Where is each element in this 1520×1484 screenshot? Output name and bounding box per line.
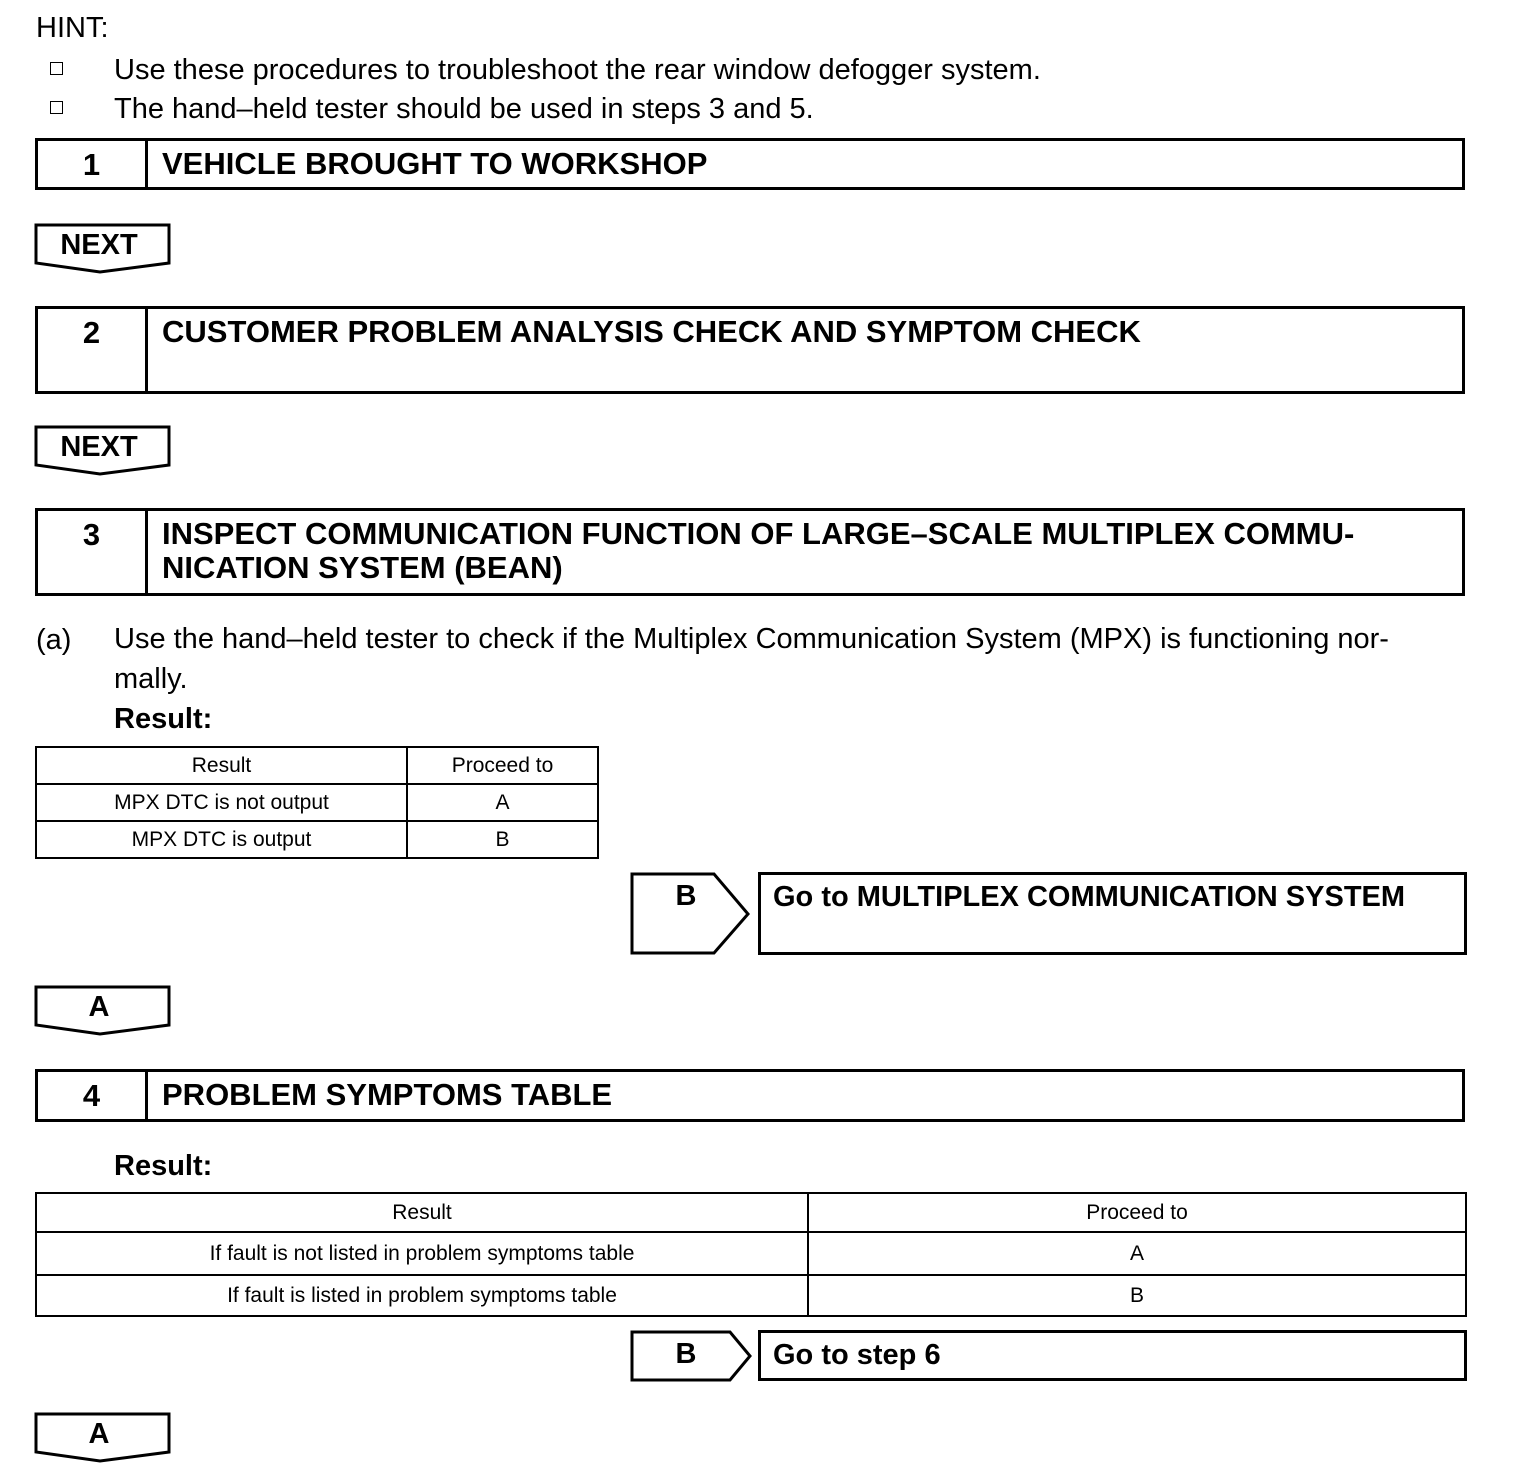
table-cell: A: [808, 1232, 1466, 1275]
table-header-cell: Proceed to: [407, 747, 598, 784]
sub-step-text: [114, 619, 1474, 699]
step-title: PROBLEM SYMPTOMS TABLE: [162, 1077, 613, 1112]
sub-step-text-line: Use the hand–held tester to check if the Multiplex Communication System (MPX) is functioning nor-: [114, 623, 1389, 655]
step-title: VEHICLE BROUGHT TO WORKSHOP: [162, 146, 708, 181]
bullet-square-icon: [50, 101, 63, 114]
step-2-header: [35, 306, 1465, 394]
next-label: NEXT: [60, 431, 138, 463]
table-cell: A: [407, 784, 598, 821]
branch-letter: B: [675, 880, 697, 912]
next-label: NEXT: [60, 229, 138, 261]
branch-target-box: [758, 872, 1467, 955]
step-title: [162, 517, 1446, 585]
step-number: 4: [38, 1072, 148, 1119]
result-table: [35, 746, 599, 859]
step-3-header: [35, 508, 1465, 596]
table-header-cell: Result: [36, 747, 407, 784]
hint-item-text: Use these procedures to troubleshoot the rear window defogger system.: [114, 54, 1041, 86]
hint-item: [50, 93, 1250, 129]
step-number: 2: [38, 309, 148, 391]
branch-target-text: Go to step 6: [773, 1339, 941, 1371]
branch-b-goto[interactable]: [630, 1330, 1468, 1382]
step-number: 1: [38, 141, 148, 187]
result-heading: Result:: [114, 1150, 213, 1182]
step-number: 3: [38, 511, 148, 593]
hint-item: [50, 54, 1250, 90]
step-title-line: INSPECT COMMUNICATION FUNCTION OF LARGE–SCALE MULTIPLEX COMMU-: [162, 516, 1355, 551]
table-header-row: [36, 1193, 1466, 1232]
step-title-line: NICATION SYSTEM (BEAN): [162, 550, 563, 585]
branch-letter: B: [675, 1338, 697, 1370]
table-cell: If fault is listed in problem symptoms table: [36, 1275, 808, 1316]
step-4-header: [35, 1069, 1465, 1122]
branch-target-box: [758, 1330, 1467, 1381]
table-cell: B: [808, 1275, 1466, 1316]
table-header-cell: Result: [36, 1193, 808, 1232]
result-table: [35, 1192, 1467, 1317]
hint-item-text: The hand–held tester should be used in steps 3 and 5.: [114, 93, 814, 125]
table-row: [36, 821, 598, 858]
continue-label: A: [88, 1418, 110, 1450]
next-button[interactable]: [34, 425, 172, 477]
table-cell: MPX DTC is not output: [36, 784, 407, 821]
hint-label: HINT:: [36, 12, 109, 44]
table-cell: MPX DTC is output: [36, 821, 407, 858]
table-cell: B: [407, 821, 598, 858]
continue-a-button[interactable]: [34, 1412, 172, 1464]
bullet-square-icon: [50, 62, 63, 75]
continue-label: A: [88, 991, 110, 1023]
table-row: [36, 784, 598, 821]
table-header-cell: Proceed to: [808, 1193, 1466, 1232]
step-title: CUSTOMER PROBLEM ANALYSIS CHECK AND SYMPTOM CHECK: [162, 314, 1141, 349]
result-heading: Result:: [114, 703, 213, 735]
sub-step-label: (a): [36, 624, 72, 656]
continue-a-button[interactable]: [34, 985, 172, 1037]
branch-b-goto[interactable]: [630, 872, 1468, 956]
branch-target-text: Go to MULTIPLEX COMMUNICATION SYSTEM: [773, 881, 1406, 913]
table-header-row: [36, 747, 598, 784]
table-row: [36, 1232, 1466, 1275]
table-row: [36, 1275, 1466, 1316]
sub-step-text-line: mally.: [114, 663, 188, 695]
next-button[interactable]: [34, 223, 172, 275]
table-cell: If fault is not listed in problem symptoms table: [36, 1232, 808, 1275]
step-1-header: [35, 138, 1465, 190]
